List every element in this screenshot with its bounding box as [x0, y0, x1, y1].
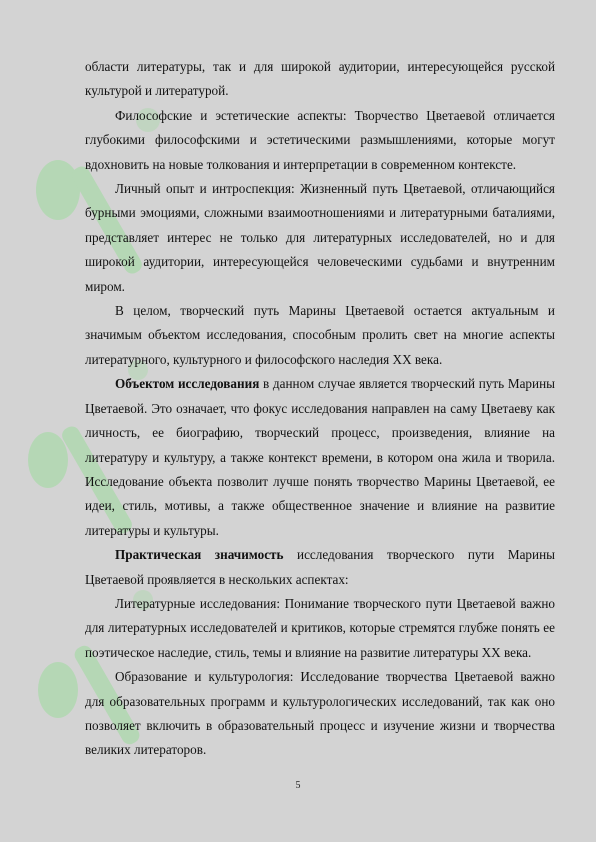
- paragraph-1: [85, 55, 555, 104]
- paragraph-4: [85, 299, 555, 372]
- paragraph-text: области литературы, так и для широкой аудитории, интересующейся русской культурой и литературой.: [85, 59, 555, 99]
- bold-lead: Объектом исследования: [115, 376, 260, 392]
- paragraph-7: [85, 592, 555, 665]
- paragraph-2: [85, 104, 555, 177]
- paragraph-text: В целом, творческий путь Марины Цветаевой остается актуальным и значимым объектом исследования, способным пролить свет на многие аспекты литературного, культурного и философского наследия XX века.: [85, 303, 555, 367]
- paragraph-text: Образование и культурология: Исследование творчества Цветаевой важно для образовательных программ и культурологических исследований, так как оно позволяет включить в образовательный процесс и изучение жизни и творчества великих литераторов.: [85, 669, 555, 758]
- page-number: 5: [295, 780, 301, 791]
- bold-lead: Практическая значимость: [115, 547, 284, 563]
- paragraph-8: [85, 665, 555, 763]
- paragraph-text: в данном случае является творческий путь Марины Цветаевой. Это означает, что фокус исследования направлен на саму Цветаеву как личность, ее биографию, творческий процесс, произведения, влияние на литературу и культуру, а также контекст времени, в котором она жила и творила. Исследование объекта позволит лучше понять творчество Марины Цветаевой, ее идеи, стиль, мотивы, а также общественное значение и влияние на развитие литературы и культуры.: [85, 376, 555, 538]
- paragraph-text: Личный опыт и интроспекция: Жизненный путь Цветаевой, отличающийся бурными эмоциями, сложными взаимоотношениями и литературными баталиями, представляет интерес не только для литературных исследователей, но и для широкой аудитории, интересующейся человеческими судьбами и внутренним миром.: [85, 181, 555, 294]
- paragraph-5: [85, 372, 555, 543]
- paragraph-text: Философские и эстетические аспекты: Творчество Цветаевой отличается глубокими философскими и эстетическими размышлениями, которые могут вдохновить на новые толкования и интерпретации в современном контексте.: [85, 107, 555, 172]
- paragraph-3: [85, 177, 555, 299]
- paragraph-text: Литературные исследования: Понимание творческого пути Цветаевой важно для литературных исследователей и критиков, которые стремятся глубже понять ее поэтическое наследие, стиль, темы и влияние на развитие литературы XX века.: [85, 595, 555, 660]
- document-body: [85, 55, 555, 763]
- paragraph-6: [85, 543, 555, 592]
- paragraph-text: исследования творческого пути Марины Цветаевой проявляется в нескольких аспектах:: [85, 547, 556, 587]
